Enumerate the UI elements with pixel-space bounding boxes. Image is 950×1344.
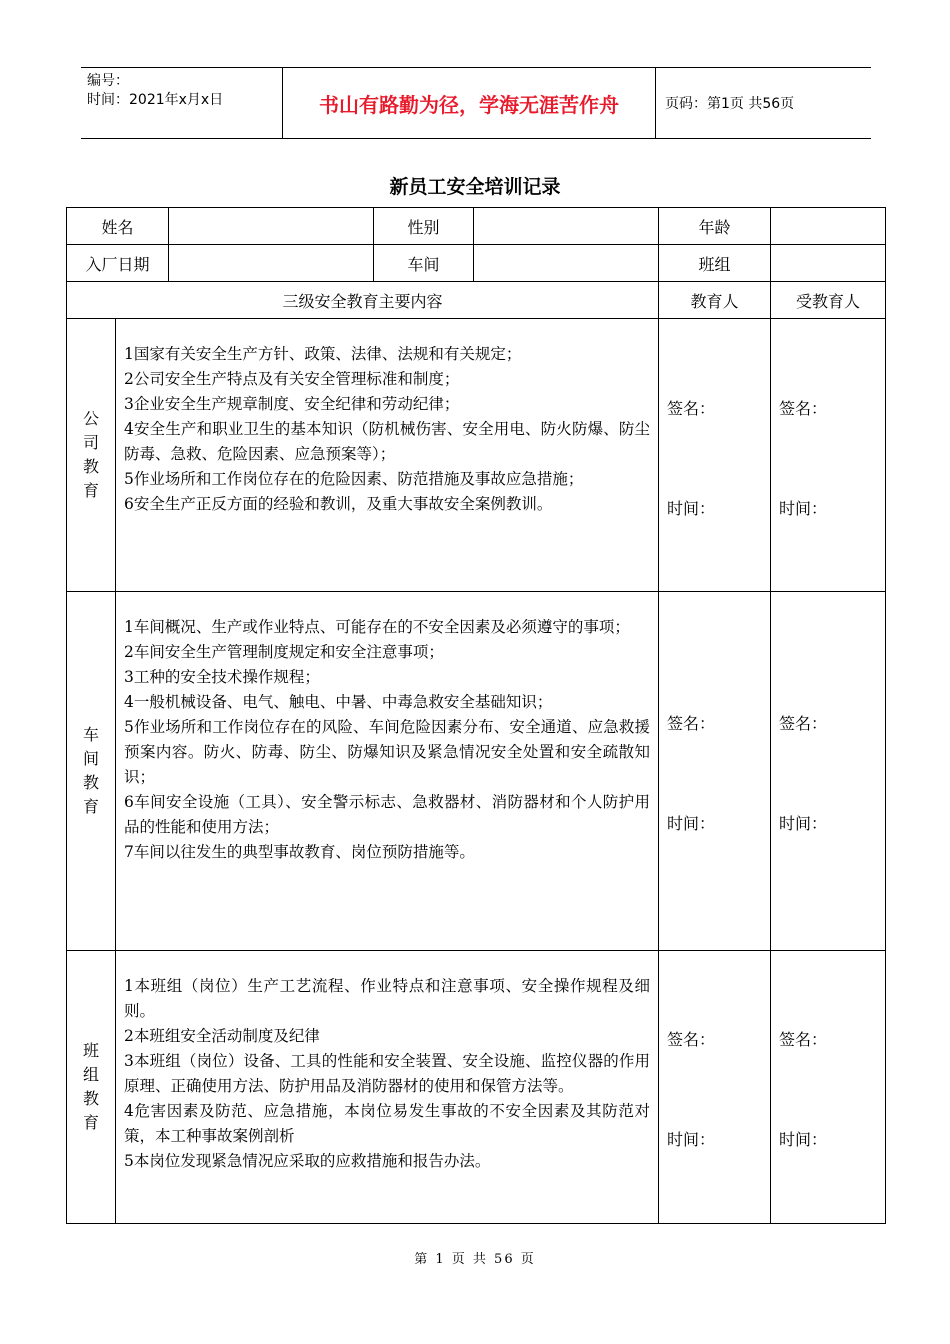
sign-label: 签名： <box>779 399 828 418</box>
educated-column-header: 受教育人 <box>771 282 886 319</box>
team-education-label: 班 组 教 育 <box>67 951 116 1224</box>
list-item: 4安全生产和职业卫生的基本知识（防机械伤害、安全用电、防火防爆、防尘防毒、急救、危险因素、应急预案等）； <box>124 420 651 463</box>
training-record-table <box>66 207 886 1224</box>
workshop-field[interactable] <box>474 245 659 282</box>
list-item: 5作业场所和工作岗位存在的风险、车间危险因素分布、安全通道、应急救援预案内容。防火、防毒、防尘、防爆知识及紧急情况安全处置和安全疏散知识； <box>124 718 651 786</box>
list-item: 3本班组（岗位）设备、工具的性能和安全装置、安全设施、监控仪器的作用原理、正确使用方法、防护用品及消防器材的使用和保管方法等。 <box>124 1052 651 1095</box>
page-title: 新员工安全培训记录 <box>389 176 561 198</box>
header-motto: 书山有路勤为径，学海无涯苦作舟 <box>283 68 656 138</box>
team-education-row <box>67 951 886 1224</box>
name-field[interactable] <box>169 208 374 245</box>
team-label: 班组 <box>659 245 771 282</box>
workshop-educated-cell[interactable] <box>771 592 886 951</box>
entry-date-label: 入厂日期 <box>67 245 169 282</box>
educator-column-header: 教育人 <box>659 282 771 319</box>
workshop-education-row <box>67 592 886 951</box>
team-educated-cell[interactable] <box>771 951 886 1224</box>
company-educator-cell[interactable] <box>659 319 771 592</box>
list-item: 3企业安全生产规章制度、安全纪律和劳动纪律； <box>124 395 460 413</box>
doc-time-label: 时间：2021年x月x日 <box>87 92 224 108</box>
workshop-educator-cell[interactable] <box>659 592 771 951</box>
sign-label: 签名： <box>667 714 716 733</box>
page-header <box>81 67 871 139</box>
list-item: 4危害因素及防范、应急措施，本岗位易发生事故的不安全因素及其防范对策，本工种事故案例剖析 <box>124 1102 651 1145</box>
list-item: 5作业场所和工作岗位存在的危险因素、防范措施及事故应急措施； <box>124 470 584 488</box>
time-label: 时间： <box>779 814 828 833</box>
list-item: 3工种的安全技术操作规程； <box>124 668 320 686</box>
list-item: 6车间安全设施（工具）、安全警示标志、急救器材、消防器材和个人防护用品的性能和使用方法； <box>124 793 651 836</box>
header-meta <box>81 68 283 138</box>
time-label: 时间： <box>667 1130 716 1149</box>
team-field[interactable] <box>771 245 886 282</box>
info-row-1 <box>67 208 886 245</box>
team-education-content <box>116 951 659 1224</box>
sign-label: 签名： <box>667 399 716 418</box>
list-item: 4一般机械设备、电气、触电、中暑、中毒急救安全基础知识； <box>124 693 553 711</box>
time-label: 时间： <box>667 814 716 833</box>
sign-label: 签名： <box>779 714 828 733</box>
doc-number-label: 编号： <box>87 73 129 89</box>
list-item: 2公司安全生产特点及有关安全管理标准和制度； <box>124 370 460 388</box>
company-education-row <box>67 319 886 592</box>
company-educated-cell[interactable] <box>771 319 886 592</box>
list-item: 7车间以往发生的典型事故教育、岗位预防措施等。 <box>124 843 475 861</box>
list-item: 1国家有关安全生产方针、政策、法律、法规和有关规定； <box>124 345 522 363</box>
company-education-label: 公 司 教 育 <box>67 319 116 592</box>
list-item: 2车间安全生产管理制度规定和安全注意事项； <box>124 643 444 661</box>
company-education-content <box>116 319 659 592</box>
sign-label: 签名： <box>667 1030 716 1049</box>
list-item: 5本岗位发现紧急情况应采取的应救措施和报告办法。 <box>124 1152 491 1170</box>
gender-field[interactable] <box>474 208 659 245</box>
team-educator-cell[interactable] <box>659 951 771 1224</box>
list-item: 1车间概况、生产或作业特点、可能存在的不安全因素及必须遵守的事项； <box>124 618 630 636</box>
name-label: 姓名 <box>67 208 169 245</box>
time-label: 时间： <box>779 499 828 518</box>
list-item: 2本班组安全活动制度及纪律 <box>124 1027 320 1045</box>
age-field[interactable] <box>771 208 886 245</box>
entry-date-field[interactable] <box>169 245 374 282</box>
content-column-header: 三级安全教育主要内容 <box>67 282 659 319</box>
info-row-2 <box>67 245 886 282</box>
workshop-label: 车间 <box>374 245 474 282</box>
header-page-info: 页码：第1页 共56页 <box>665 96 795 112</box>
list-item: 1本班组（岗位）生产工艺流程、作业特点和注意事项、安全操作规程及细则。 <box>124 977 651 1020</box>
workshop-education-content <box>116 592 659 951</box>
list-item: 6安全生产正反方面的经验和教训，及重大事故安全案例教训。 <box>124 495 553 513</box>
sign-label: 签名： <box>779 1030 828 1049</box>
time-label: 时间： <box>667 499 716 518</box>
column-header-row <box>67 282 886 319</box>
workshop-education-label: 车 间 教 育 <box>67 592 116 951</box>
age-label: 年龄 <box>659 208 771 245</box>
gender-label: 性别 <box>374 208 474 245</box>
page-footer: 第 1 页 共 56 页 <box>414 1252 536 1267</box>
time-label: 时间： <box>779 1130 828 1149</box>
